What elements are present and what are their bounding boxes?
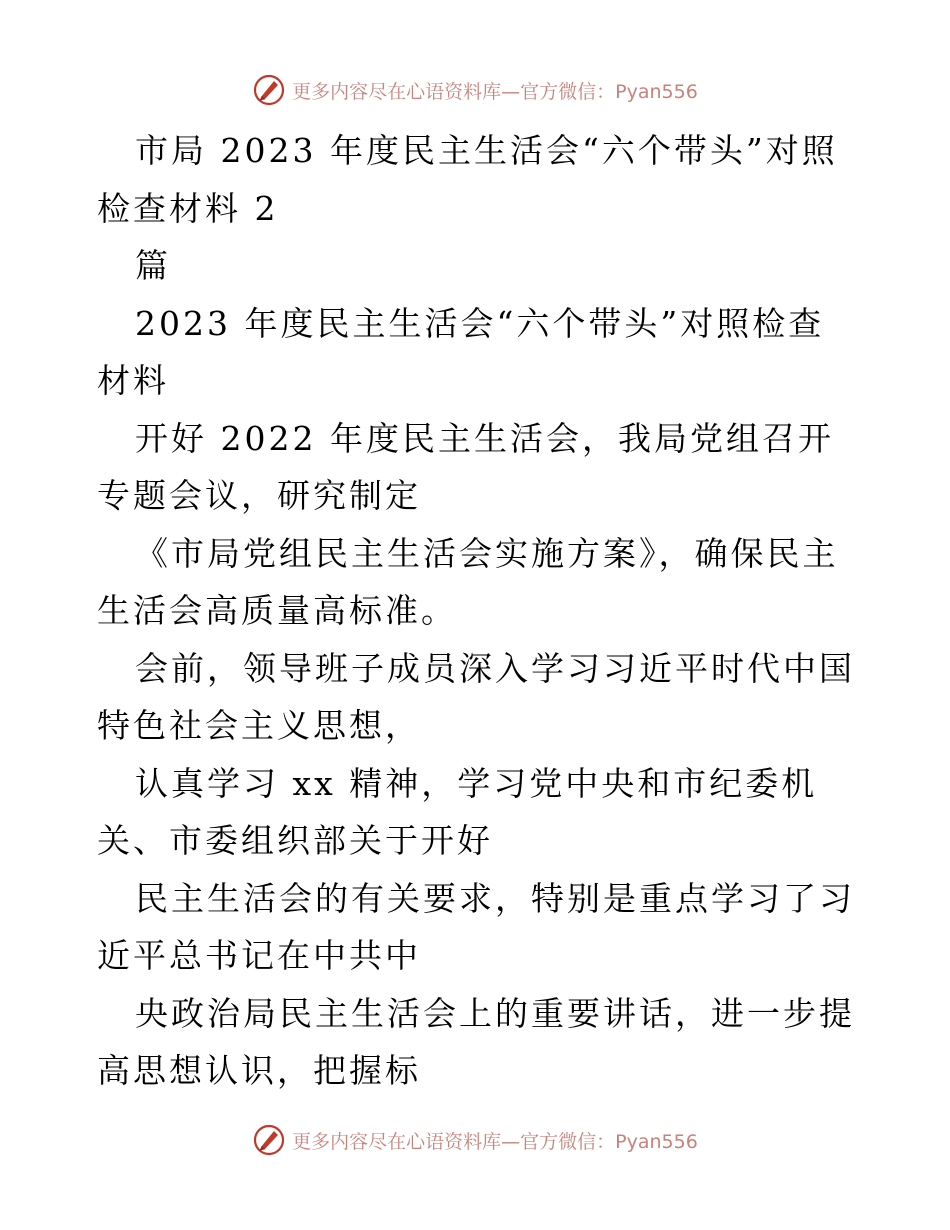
header-watermark: [0, 70, 950, 110]
paragraph: 2023 年度民主生活会“六个带头”对照检查材料: [97, 303, 825, 400]
document-body: [97, 122, 857, 1100]
paragraph: 认真学习 xx 精神，学习党中央和市纪委机关、市委组织部关于开好: [97, 763, 818, 860]
watermark-text: 更多内容尽在心语资料库—官方微信：Pyan556: [292, 80, 698, 103]
footer-watermark: [0, 1120, 950, 1160]
paragraph-title: 市局 2023 年度民主生活会“六个带头”对照检查材料 2: [97, 131, 838, 228]
paragraph: 央政治局民主生活会上的重要讲话，进一步提高思想认识，把握标: [97, 993, 855, 1090]
pen-nib-logo-icon: [252, 1123, 286, 1157]
paragraph: 民主生活会的有关要求，特别是重点学习了习近平总书记在中共中: [97, 878, 855, 975]
pen-nib-logo-icon: [252, 73, 286, 107]
paragraph: 篇: [135, 246, 171, 285]
paragraph: 会前，领导班子成员深入学习习近平时代中国特色社会主义思想，: [97, 648, 855, 745]
paragraph: 《市局党组民主生活会实施方案》，确保民主生活会高质量高标准。: [97, 533, 839, 630]
paragraph: 开好 2022 年度民主生活会，我局党组召开专题会议，研究制定: [97, 418, 834, 515]
watermark-text: 更多内容尽在心语资料库—官方微信：Pyan556: [292, 1130, 698, 1153]
